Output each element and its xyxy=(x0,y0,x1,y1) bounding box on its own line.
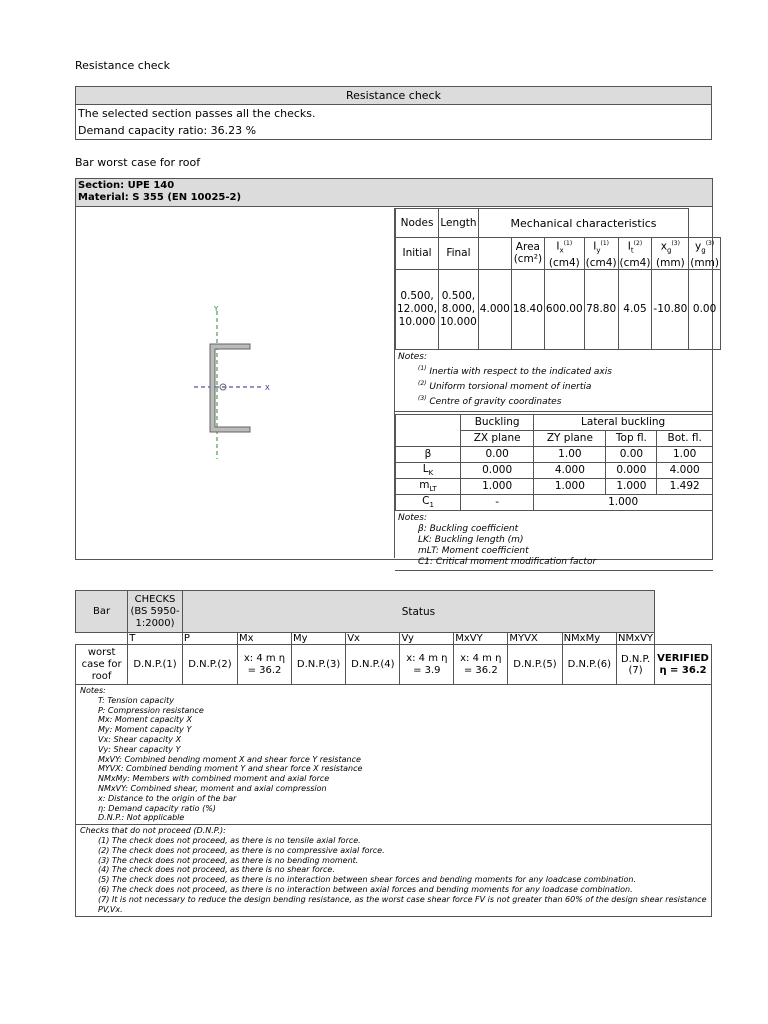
checks-note-5: Vx: Shear capacity X xyxy=(98,734,182,744)
section-diagram xyxy=(176,299,356,459)
xg-value: -10.80 xyxy=(652,269,689,349)
dnp-note-1: (1) The check does not proceed, as there is no tensile axial force. xyxy=(98,835,361,845)
yg-value: 0.00 xyxy=(689,269,721,349)
beta-zx: 0.00 xyxy=(461,446,534,462)
col-nmxvy: NMxVY xyxy=(618,633,654,644)
buckling-note-3: mLT: Moment coefficient xyxy=(418,545,529,556)
buckling-table xyxy=(395,414,713,511)
dnp-note-6: (6) The check does not proceed, as there is no interaction between axial forces and bending moments for any loadcase combination. xyxy=(98,884,633,894)
mlt-label: $m_{LT}$ xyxy=(396,478,461,494)
resistance-line2: Demand capacity ratio: 36.23 % xyxy=(76,122,712,140)
mech-table xyxy=(395,208,721,350)
checks-note-9: NMxMy: Members with combined moment and axial force xyxy=(98,774,330,784)
checks-note-13: D.N.P.: Not applicable xyxy=(98,813,185,823)
lk-zy: 4.000 xyxy=(534,462,606,478)
status-verified: VERIFIED η = 36.2 xyxy=(655,645,712,685)
c1-zx: - xyxy=(461,494,534,510)
row-label: worst case for roof xyxy=(76,645,128,685)
cell-p: D.N.P.(2) xyxy=(182,645,237,685)
dnp-note-7: (7) It is not necessary to reduce the design bending resistance, as the worst case shear force FV is not greater than 60% of the design shear resistance PV,Vx. xyxy=(98,894,707,914)
cell-my: D.N.P.(3) xyxy=(292,645,346,685)
length-value: 4.000 xyxy=(478,269,511,349)
right-panel xyxy=(394,208,719,567)
mech-note-1: $^{(1)}$ Inertia with respect to the indicated axis xyxy=(418,364,612,377)
area-value: 18.40 xyxy=(511,269,544,349)
heading-bar-worst-case: Bar worst case for roof xyxy=(75,156,201,169)
col-p: P xyxy=(182,633,237,645)
iy-header: $I_y^{(1)}$ (cm4) xyxy=(584,238,618,270)
mech-note-3: $^{(3)}$ Centre of gravity coordinates xyxy=(418,394,562,407)
lk-top: 0.000 xyxy=(606,462,657,478)
dnp-note-3: (3) The check does not proceed, as there is no bending moment. xyxy=(98,855,359,865)
zy-header: ZY plane xyxy=(534,430,606,446)
checks-note-1: T: Tension capacity xyxy=(98,695,174,705)
section-label: Section: UPE 140 xyxy=(78,180,175,191)
buckling-note-2: LK: Buckling length (m) xyxy=(418,534,524,545)
lateral-buckling-header: Lateral buckling xyxy=(534,414,713,430)
col-mxvy: MxVY xyxy=(454,633,508,645)
checks-note-8: MYVX: Combined bending moment Y and shear force X resistance xyxy=(98,764,363,774)
mech-note-2: $^{(2)}$ Uniform torsional moment of inertia xyxy=(418,379,592,392)
buckling-notes-title: Notes: xyxy=(398,512,428,523)
beta-zy: 1.00 xyxy=(534,446,606,462)
checks-note-6: Vy: Shear capacity Y xyxy=(98,744,181,754)
dnp-notes xyxy=(75,825,712,917)
mech-header: Mechanical characteristics xyxy=(478,209,688,238)
lk-zx: 0.000 xyxy=(461,462,534,478)
checks-note-10: NMxVY: Combined shear, moment and axial compression xyxy=(98,783,327,793)
cell-mxvy: x: 4 m η = 36.2 xyxy=(454,645,508,685)
length-header-placeholder: Length xyxy=(439,209,479,238)
checks-table xyxy=(75,590,712,685)
section-box xyxy=(75,178,719,567)
it-value: 4.05 xyxy=(618,269,652,349)
upe-channel-shape xyxy=(210,344,250,432)
status-header: Status xyxy=(182,591,654,633)
col-vx: Vx xyxy=(346,633,400,645)
initial-header: Initial xyxy=(396,238,439,270)
mech-notes-title: Notes: xyxy=(398,351,428,362)
col-myvx: MYVX xyxy=(508,633,562,645)
section-header xyxy=(76,179,712,207)
x-axis-label: X xyxy=(265,384,270,392)
xg-header: $x_g^{(3)}$ (mm) xyxy=(652,238,689,270)
zx-header: ZX plane xyxy=(461,430,534,446)
checks-note-12: η: Demand capacity ratio (%) xyxy=(98,803,216,813)
checks-note-11: x: Distance to the origin of the bar xyxy=(98,793,237,803)
bot-fl-header: Bot. fl. xyxy=(657,430,713,446)
resistance-line1: The selected section passes all the checks. xyxy=(76,105,712,123)
cell-vx: D.N.P.(4) xyxy=(346,645,400,685)
resistance-check-table xyxy=(75,86,712,140)
checks-note-7: MxVY: Combined bending moment X and shear force Y resistance xyxy=(98,754,361,764)
checks-note-3: Mx: Moment capacity X xyxy=(98,715,192,725)
beta-label: β xyxy=(396,446,461,462)
beta-top: 0.00 xyxy=(606,446,657,462)
final-value: 0.500, 8.000, 10.000 xyxy=(439,269,479,349)
c1-value: 1.000 xyxy=(534,494,713,510)
checks-notes-title: Notes: xyxy=(80,686,106,695)
nodes-header: Nodes xyxy=(396,209,439,238)
col-my: My xyxy=(292,633,346,645)
beta-bot: 1.00 xyxy=(657,446,713,462)
mlt-zy: 1.000 xyxy=(534,478,606,494)
buckling-note-4: C1: Critical moment modification factor xyxy=(418,556,597,567)
dnp-note-4: (4) The check does not proceed, as there is no shear force. xyxy=(98,865,335,875)
area-header: Area (cm²) xyxy=(511,238,544,270)
checks-box xyxy=(75,590,712,917)
c1-label: $C_1$ xyxy=(396,494,461,510)
dnp-note-2: (2) The check does not proceed, as there is no compressive axial force. xyxy=(98,845,385,855)
buckling-header: Buckling xyxy=(461,414,534,430)
mlt-top: 1.000 xyxy=(606,478,657,494)
dnp-title: Checks that do not proceed (D.N.P.): xyxy=(80,826,226,836)
lk-bot: 4.000 xyxy=(657,462,713,478)
lk-label: $L_K$ xyxy=(396,462,461,478)
iy-value: 78.80 xyxy=(584,269,618,349)
resistance-header: Resistance check xyxy=(76,87,712,105)
col-t: T xyxy=(128,633,183,645)
cell-vy: x: 4 m η = 3.9 xyxy=(400,645,454,685)
cell-myvx: D.N.P.(5) xyxy=(508,645,562,685)
ix-value: 600.00 xyxy=(544,269,584,349)
buckling-notes xyxy=(395,511,713,571)
cell-mx: x: 4 m η = 36.2 xyxy=(238,645,292,685)
ix-header: $I_x^{(1)}$ (cm4) xyxy=(544,238,584,270)
bar-header: Bar xyxy=(76,591,128,633)
yg-header: $y_g^{(3)}$ (mm) xyxy=(689,238,721,270)
top-fl-header: Top fl. xyxy=(606,430,657,446)
checks-note-4: My: Moment capacity Y xyxy=(98,725,192,735)
col-nmxmy: NMxMy xyxy=(562,633,616,645)
initial-value: 0.500, 12.000, 10.000 xyxy=(396,269,439,349)
heading-resistance-check: Resistance check xyxy=(75,59,170,72)
checks-header: CHECKS (BS 5950-1:2000) xyxy=(128,591,183,633)
cell-nmxvy: D.N.P.(7) xyxy=(617,645,655,685)
material-label: Material: S 355 (EN 10025-2) xyxy=(78,192,242,203)
buckling-note-1: β: Buckling coefficient xyxy=(418,523,519,534)
cell-t: D.N.P.(1) xyxy=(128,645,183,685)
mech-notes xyxy=(395,350,713,412)
cell-nmxmy: D.N.P.(6) xyxy=(562,645,616,685)
it-header: $I_t^{(2)}$ (cm4) xyxy=(618,238,652,270)
col-mx: Mx xyxy=(238,633,292,645)
mlt-zx: 1.000 xyxy=(461,478,534,494)
col-vy: Vy xyxy=(400,633,454,645)
final-header: Final xyxy=(439,238,479,270)
y-axis-label: Y xyxy=(214,305,219,313)
dnp-note-5: (5) The check does not proceed, as there is no interaction between shear forces and bending moments for any loadcase combination. xyxy=(98,875,637,885)
checks-notes xyxy=(75,685,712,825)
mlt-bot: 1.492 xyxy=(657,478,713,494)
checks-note-2: P: Compression resistance xyxy=(98,705,204,715)
